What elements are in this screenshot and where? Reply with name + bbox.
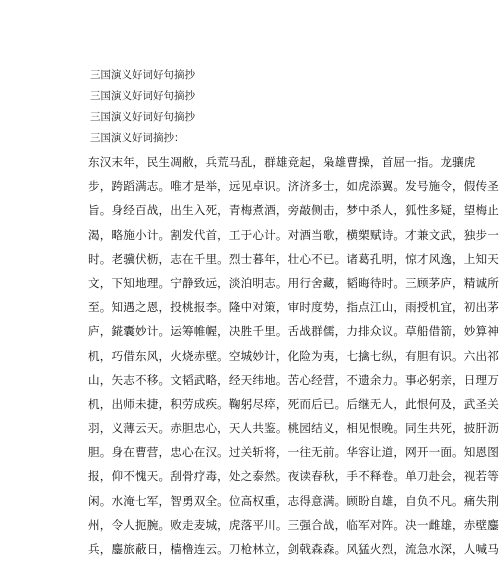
heading-line: 三国演义好词好句摘抄 <box>90 111 195 123</box>
text-line: 旨。身经百战，出生入死，青梅煮酒，旁敲侧击，梦中杀人，狐性多疑，望梅止 <box>88 203 500 218</box>
text-line: 渴，略施小计。割发代首，工于心计。对酒当歌，横槊赋诗。才兼文武，独步一 <box>88 227 500 242</box>
text-line: 羽，义薄云天。赤胆忠心，天人共鉴。桃园结义，相见恨晚。同生共死，披肝沥 <box>88 421 500 436</box>
text-line: 机，巧借东风，火烧赤壁。空城妙计，化险为夷，七擒七纵，有胆有识。六出祁 <box>88 348 500 363</box>
text-line: 文，下知地理。宁静致远，淡泊明志。用行舍藏，韬晦待时。三顾茅庐，精诚所 <box>88 275 500 290</box>
text-line: 报，仰不愧天。刮骨疗毒，处之泰然。夜读春秋，手不释卷。单刀赴会，视若等 <box>88 469 500 484</box>
heading-line: 三国演义好词好句摘抄 <box>90 69 195 81</box>
text-line: 闲。水淹七军，智勇双全。位高权重，志得意满。顾盼自雄，自负不凡。痛失荆 <box>88 493 500 508</box>
text-line: 机，出师未捷，积劳成疾。鞠躬尽瘁，死而后已。后继无人，此恨何及，武圣关 <box>88 396 500 411</box>
body-paragraph <box>88 150 500 561</box>
text-line: 兵，鏖旅蔽日，樯橹连云。刀枪林立，剑戟森森。风猛火烈，流急水深，人喊马 <box>88 542 500 556</box>
text-line: 步，跨蹈满志。唯才是举，远见卓识。济济多士，如虎添翼。发号施令，假传圣 <box>88 179 500 194</box>
heading-line: 三国演义好词好句摘抄 <box>90 90 195 102</box>
text-line: 至。知遇之恩，投桃报李。隆中对策，审时度势，指点江山，雨授机宜，初出茅 <box>88 300 500 315</box>
text-line: 山，矢志不移。文韬武略，经天纬地。苦心经营，不遗余力。事必躬亲，日理万 <box>88 372 500 387</box>
heading-line: 三国演义好词摘抄： <box>90 132 185 144</box>
text-line: 胆。身在曹营，忠心在汉。过关斩将，一往无前。华容让道，网开一面。知恩图 <box>88 445 500 460</box>
text-line: 时。老骥伏枥，志在千里。烈士暮年，壮心不已。诸葛孔明，惊才风逸，上知天 <box>88 251 500 266</box>
text-line: 州，令人扼腕。败走麦城，虎落平川。三强合战，临军对阵。决一雌雄，赤壁鏖 <box>88 517 500 532</box>
text-line: 东汉末年，民生凋敝，兵荒马乱，群雄竞起，枭雄曹操，首屈一指。龙骧虎 <box>88 155 476 169</box>
headings-block <box>90 65 430 149</box>
text-line: 庐，錵囊妙计。运筹帷幄，决胜千里。舌战群儒，力排众议。草船借箭，妙算神 <box>88 324 500 339</box>
